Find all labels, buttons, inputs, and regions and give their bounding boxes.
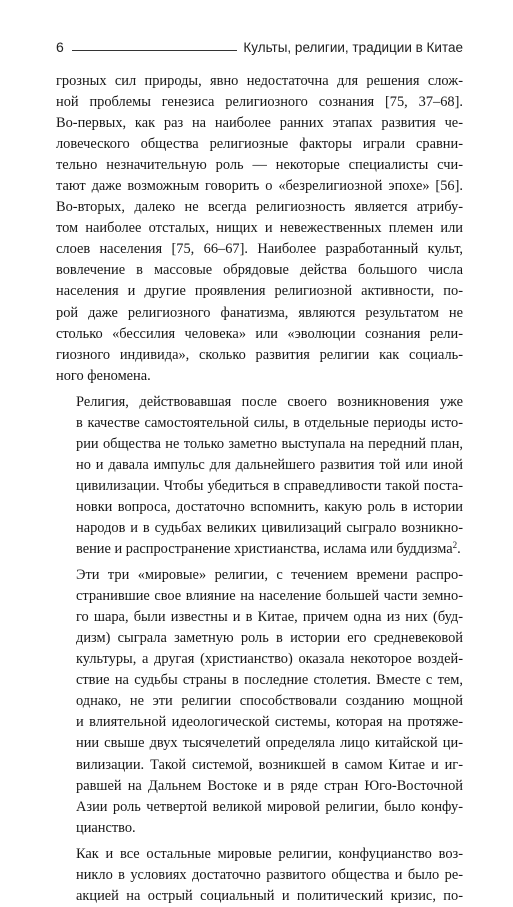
text-segment: . <box>457 541 461 558</box>
text-line: и влиятельной идеологической системы, которая на протяже- <box>76 714 463 731</box>
text-line: тельно незначительную роль — некоторые специалисты счи- <box>56 157 463 174</box>
text-line: нии свыше двух тысячелетий определяла лицо китайской ци- <box>76 735 463 752</box>
text-line: в качестве самостоятельной силы, в отдельные периоды исто- <box>76 414 463 431</box>
text-line: Во-первых, как раз на наиболее ранних этапах развития че- <box>56 115 463 132</box>
text-line: Эти три «мировые» религии, с течением времени распро- <box>76 567 463 584</box>
text-line: рии общества не только заметно выступала на передний план, <box>76 435 463 452</box>
text-line: новки вопроса, достаточно вспомнить, какую роль в истории <box>76 498 463 515</box>
text-line: вовлечение в массовые обрядовые действа большого числа <box>56 262 463 279</box>
text-line: грозных сил природы, явно недостаточна для решения слож- <box>56 73 463 89</box>
paragraph <box>56 565 463 839</box>
text-line: Религия, действовавшая после своего возникновения уже <box>76 393 463 410</box>
text-line: рой даже религиозного фанатизма, являются результатом не <box>56 304 463 321</box>
text-line: ного феномена. <box>56 367 151 384</box>
body-text <box>56 71 463 907</box>
text-line: столько «бессилия человека» или «эволюции сознания рели- <box>56 325 463 342</box>
text-line: тают даже возможным говорить о «безрелигиозной эпохе» [56]. <box>56 178 463 195</box>
text-line: ствие на судьбы страны в последние столетия. Вместе с тем, <box>76 672 463 689</box>
text-line: народов и в судьбах великих цивилизаций сыграло возникно- <box>76 519 463 536</box>
text-line: Как и все остальные мировые религии, конфуцианство воз- <box>76 845 463 862</box>
text-line: но и давала импульс для дальнейшего развития той или иной <box>76 456 463 473</box>
text-line: никло в условиях достаточно развитого общества и было ре- <box>76 866 463 883</box>
text-line: акцией на острый социальный и политический кризис, по- <box>76 887 463 904</box>
text-line: ной проблемы генезиса религиозного сознания [75, 37–68]. <box>56 94 463 111</box>
text-segment: вение и распространение христианства, ислама или буддизма <box>76 541 453 558</box>
text-line: цивилизации. Чтобы убедиться в справедливости такой поста- <box>76 477 463 494</box>
text-line: странившие свое влияние на население большей части земно- <box>76 588 463 605</box>
text-line: Во-вторых, далеко не всегда религиозность является атрибу- <box>56 199 463 216</box>
text-line: гиозного индивида», сколько развития религии как социаль- <box>56 346 463 363</box>
text-line: Азии роль четвертой великой мировой религии, было конфу- <box>76 798 463 815</box>
text-line: населения и другие проявления религиозной активности, по- <box>56 283 463 300</box>
running-header <box>56 36 463 58</box>
page-number: 6 <box>56 39 64 55</box>
paragraph <box>56 71 463 387</box>
running-title: Культы, религии, традиции в Китае <box>243 39 463 55</box>
text-line: равшей на Дальнем Востоке и в ряде стран Юго-Восточной <box>76 777 463 794</box>
text-line: том наиболее отсталых, нищих и невежественных племен или <box>56 220 463 237</box>
text-line: культуры, а другая (христианство) оказала некоторое воздей- <box>76 651 463 668</box>
paragraph <box>56 392 463 560</box>
header-rule <box>72 50 238 51</box>
text-line <box>56 539 463 560</box>
text-line: однако, не эти религии способствовали созданию мощной <box>76 693 463 710</box>
text-line: вилизации. Такой системой, возникшей в самом Китае и иг- <box>76 756 463 773</box>
text-line: ловеческого общества религиозные факторы играли сравни- <box>56 136 463 153</box>
paragraph <box>56 844 463 907</box>
footnote-marker[interactable]: 2 <box>452 540 458 551</box>
text-line: дизм) сыграла заметную роль в истории его средневековой <box>76 630 463 647</box>
text-line: слоев населения [75, 66–67]. Наиболее разработанный культ, <box>56 241 463 258</box>
text-line: цианство. <box>76 819 136 836</box>
text-line: го шара, были известны и в Китае, причем одна из них (буд- <box>76 609 463 626</box>
